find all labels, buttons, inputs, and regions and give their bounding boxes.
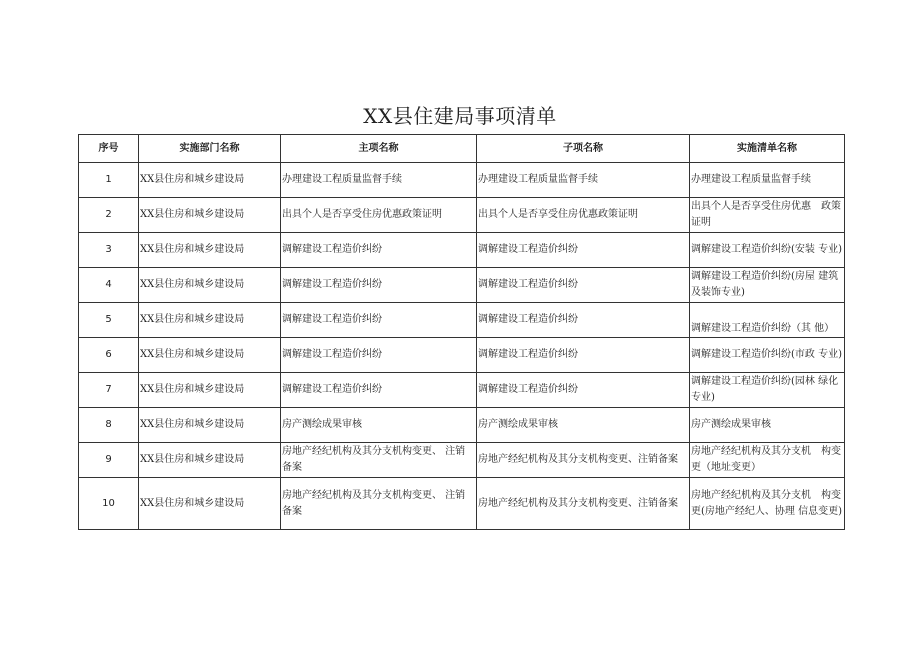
cell-sub: 调解建设工程造价纠纷 <box>477 373 690 408</box>
header-row <box>79 135 845 163</box>
header-dept: 实施部门名称 <box>139 135 281 163</box>
cell-main: 房产测绘成果审核 <box>281 408 477 443</box>
cell-list: 调解建设工程造价纠纷(安装 专业) <box>690 233 845 268</box>
header-main: 主项名称 <box>281 135 477 163</box>
table-row <box>79 338 845 373</box>
cell-dept: XX县住房和城乡建设局 <box>139 303 281 338</box>
cell-list: 调解建设工程造价纠纷(房屋 建筑及装饰专业) <box>690 268 845 303</box>
cell-sub: 调解建设工程造价纠纷 <box>477 268 690 303</box>
cell-sub: 调解建设工程造价纠纷 <box>477 338 690 373</box>
table-row <box>79 268 845 303</box>
cell-main: 调解建设工程造价纠纷 <box>281 303 477 338</box>
table-row <box>79 478 845 530</box>
table-row <box>79 198 845 233</box>
cell-no: 5 <box>79 303 139 338</box>
cell-main: 调解建设工程造价纠纷 <box>281 373 477 408</box>
cell-dept: XX县住房和城乡建设局 <box>139 478 281 530</box>
cell-no: 2 <box>79 198 139 233</box>
cell-main: 调解建设工程造价纠纷 <box>281 338 477 373</box>
cell-dept: XX县住房和城乡建设局 <box>139 163 281 198</box>
cell-list: 房地产经纪机构及其分支机 构变更（地址变更） <box>690 443 845 478</box>
table-row <box>79 373 845 408</box>
cell-list: 调解建设工程造价纠纷（其 他） <box>690 303 845 338</box>
header-sub: 子项名称 <box>477 135 690 163</box>
cell-no: 6 <box>79 338 139 373</box>
cell-main: 出具个人是否享受住房优惠政策证明 <box>281 198 477 233</box>
cell-sub: 房产测绘成果审核 <box>477 408 690 443</box>
cell-main: 房地产经纪机构及其分支机构变更、 注销备案 <box>281 478 477 530</box>
cell-dept: XX县住房和城乡建设局 <box>139 443 281 478</box>
cell-no: 8 <box>79 408 139 443</box>
header-no: 序号 <box>79 135 139 163</box>
cell-no: 10 <box>79 478 139 530</box>
cell-sub: 办理建设工程质量监督手续 <box>477 163 690 198</box>
table-row <box>79 233 845 268</box>
cell-list: 办理建设工程质量监督手续 <box>690 163 845 198</box>
cell-list: 房产测绘成果审核 <box>690 408 845 443</box>
table-row <box>79 303 845 338</box>
table-row <box>79 408 845 443</box>
cell-no: 3 <box>79 233 139 268</box>
table-row <box>79 443 845 478</box>
cell-main: 办理建设工程质量监督手续 <box>281 163 477 198</box>
cell-main: 调解建设工程造价纠纷 <box>281 233 477 268</box>
cell-list: 调解建设工程造价纠纷(市政 专业) <box>690 338 845 373</box>
cell-dept: XX县住房和城乡建设局 <box>139 338 281 373</box>
table-row <box>79 163 845 198</box>
cell-no: 4 <box>79 268 139 303</box>
cell-sub: 房地产经纪机构及其分支机构变更、注销备案 <box>477 443 690 478</box>
cell-sub: 出具个人是否享受住房优惠政策证明 <box>477 198 690 233</box>
cell-dept: XX县住房和城乡建设局 <box>139 373 281 408</box>
cell-dept: XX县住房和城乡建设局 <box>139 198 281 233</box>
cell-no: 1 <box>79 163 139 198</box>
cell-dept: XX县住房和城乡建设局 <box>139 408 281 443</box>
cell-list: 房地产经纪机构及其分支机 构变更(房地产经纪人、协理 信息变更) <box>690 478 845 530</box>
cell-sub: 房地产经纪机构及其分支机构变更、注销备案 <box>477 478 690 530</box>
cell-sub: 调解建设工程造价纠纷 <box>477 303 690 338</box>
cell-no: 9 <box>79 443 139 478</box>
document-title: XX县住建局事项清单 <box>363 104 557 128</box>
cell-no: 7 <box>79 373 139 408</box>
cell-list: 出具个人是否享受住房优惠 政策证明 <box>690 198 845 233</box>
cell-dept: XX县住房和城乡建设局 <box>139 233 281 268</box>
cell-sub: 调解建设工程造价纠纷 <box>477 233 690 268</box>
cell-list: 调解建设工程造价纠纷(园林 绿化专业) <box>690 373 845 408</box>
cell-dept: XX县住房和城乡建设局 <box>139 268 281 303</box>
cell-main: 调解建设工程造价纠纷 <box>281 268 477 303</box>
cell-main: 房地产经纪机构及其分支机构变更、 注销备案 <box>281 443 477 478</box>
items-table <box>78 134 845 530</box>
header-list: 实施清单名称 <box>690 135 845 163</box>
